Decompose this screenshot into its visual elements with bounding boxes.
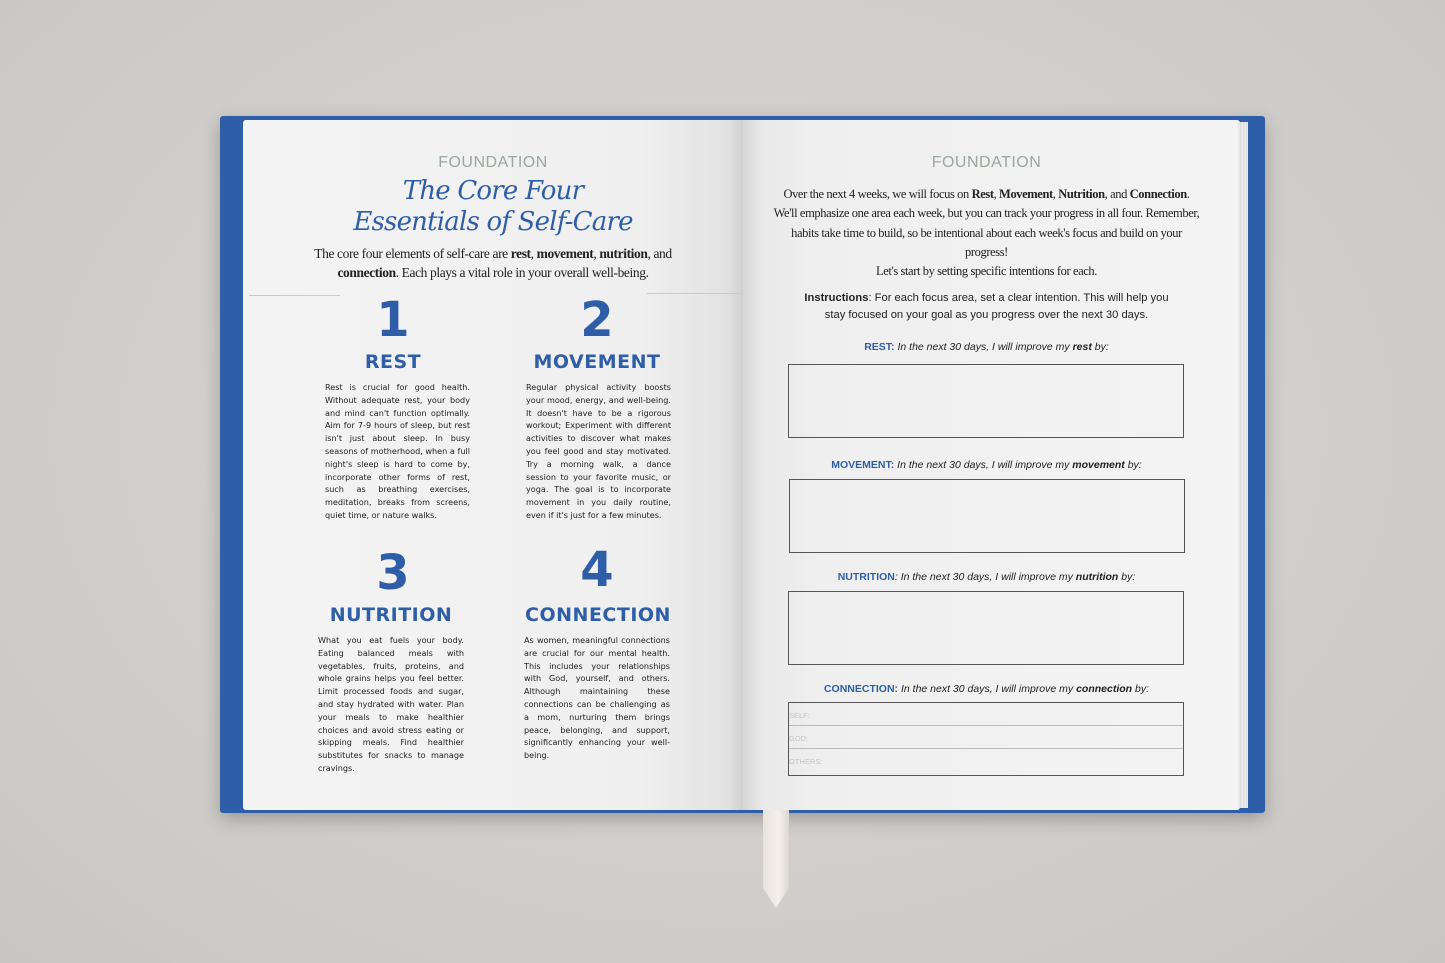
section-heading-nutrition: NUTRITION bbox=[329, 604, 453, 626]
left-kicker: FOUNDATION bbox=[438, 154, 548, 171]
left-intro: The core four elements of self-care are rest, movement, nutrition, and connection. Each plays a vital role in your overall well-being. bbox=[314, 246, 672, 280]
prompt-rest: REST: In the next 30 days, I will improve my rest by: bbox=[864, 341, 1109, 353]
section-number-4: 4 bbox=[580, 542, 614, 598]
connection-line-self[interactable]: SELF: bbox=[789, 703, 1183, 726]
prompt-connection: CONNECTION: In the next 30 days, I will improve my connection by: bbox=[823, 683, 1150, 695]
right-kicker: FOUNDATION bbox=[931, 154, 1042, 171]
section-body-movement: Regular physical activity boosts your mood, energy, and well-being. It doesn't have to be a rigorous workout; Experiment with different activities to discover what makes you feel good and stay motivated. Try a morning walk, a dance session to your favorite music, or yoga. The goal is to incorporate movement in you daily routine, even if it's just for a few minutes. bbox=[526, 382, 671, 520]
left-title-line1: The Core Four bbox=[402, 176, 584, 206]
section-number-1: 1 bbox=[376, 292, 410, 348]
section-number-2: 2 bbox=[580, 292, 614, 348]
bookmark-ribbon bbox=[763, 808, 789, 908]
instructions: Instructions: For each focus area, set a clear intention. This will help you stay focused on your goal as you progress over the next 30 days. bbox=[804, 292, 1169, 321]
page-edges bbox=[1238, 122, 1248, 808]
connection-answer-box bbox=[788, 702, 1184, 776]
section-heading-movement: MOVEMENT bbox=[533, 351, 661, 373]
section-body-connection: As women, meaningful connections are crucial for our mental health. This includes your relationships with God, yourself, and others. Although maintaining these connections can be challenging as a mom, nurturing them brings peace, belonging, and support, significantly enhancing your well-being. bbox=[524, 635, 670, 761]
right-page bbox=[743, 120, 1240, 810]
connection-line-god[interactable]: GOD: bbox=[789, 726, 1183, 749]
prompt-nutrition: NUTRITION: In the next 30 days, I will improve my nutrition by: bbox=[837, 571, 1136, 583]
prompt-movement: MOVEMENT: In the next 30 days, I will improve my movement by: bbox=[831, 459, 1142, 471]
connection-line-others[interactable]: OTHERS: bbox=[789, 757, 823, 766]
left-title-line2: Essentials of Self-Care bbox=[353, 207, 633, 237]
left-page bbox=[243, 120, 743, 810]
section-heading-rest: REST bbox=[364, 351, 422, 373]
rest-answer-box[interactable] bbox=[788, 364, 1184, 438]
section-heading-connection: CONNECTION bbox=[525, 604, 671, 626]
right-intro: Over the next 4 weeks, we will focus on Rest, Movement, Nutrition, and Connection. We'll emphasize one area each week, but you can track your progress in all four. Remember, habits take time to build, so be intentional about each week's focus and build on your progress! Let's start by setting specific intentions for each. bbox=[773, 187, 1200, 279]
nutrition-answer-box[interactable] bbox=[788, 591, 1184, 665]
section-number-3: 3 bbox=[376, 545, 410, 601]
section-body-nutrition: What you eat fuels your body. Eating balanced meals with vegetables, fruits, proteins, and whole grains helps you feel better. Limit processed foods and sugar, and stay hydrated with water. Plan your meals to make healthier choices and avoid stress eating or skipping meals. Find healthier substitutes for snacks to manage cravings. bbox=[318, 635, 464, 773]
section-body-rest: Rest is crucial for good health. Without adequate rest, your body and mind can't function optimally. Aim for 7-9 hours of sleep, but rest isn't just about sleep. In busy seasons of motherhood, when a full night's sleep is hard to come by, incorporate other forms of rest, such as breathing exercises, meditation, breaks from screens, quiet time, or nature walks. bbox=[325, 382, 470, 520]
movement-answer-box[interactable] bbox=[789, 479, 1185, 553]
